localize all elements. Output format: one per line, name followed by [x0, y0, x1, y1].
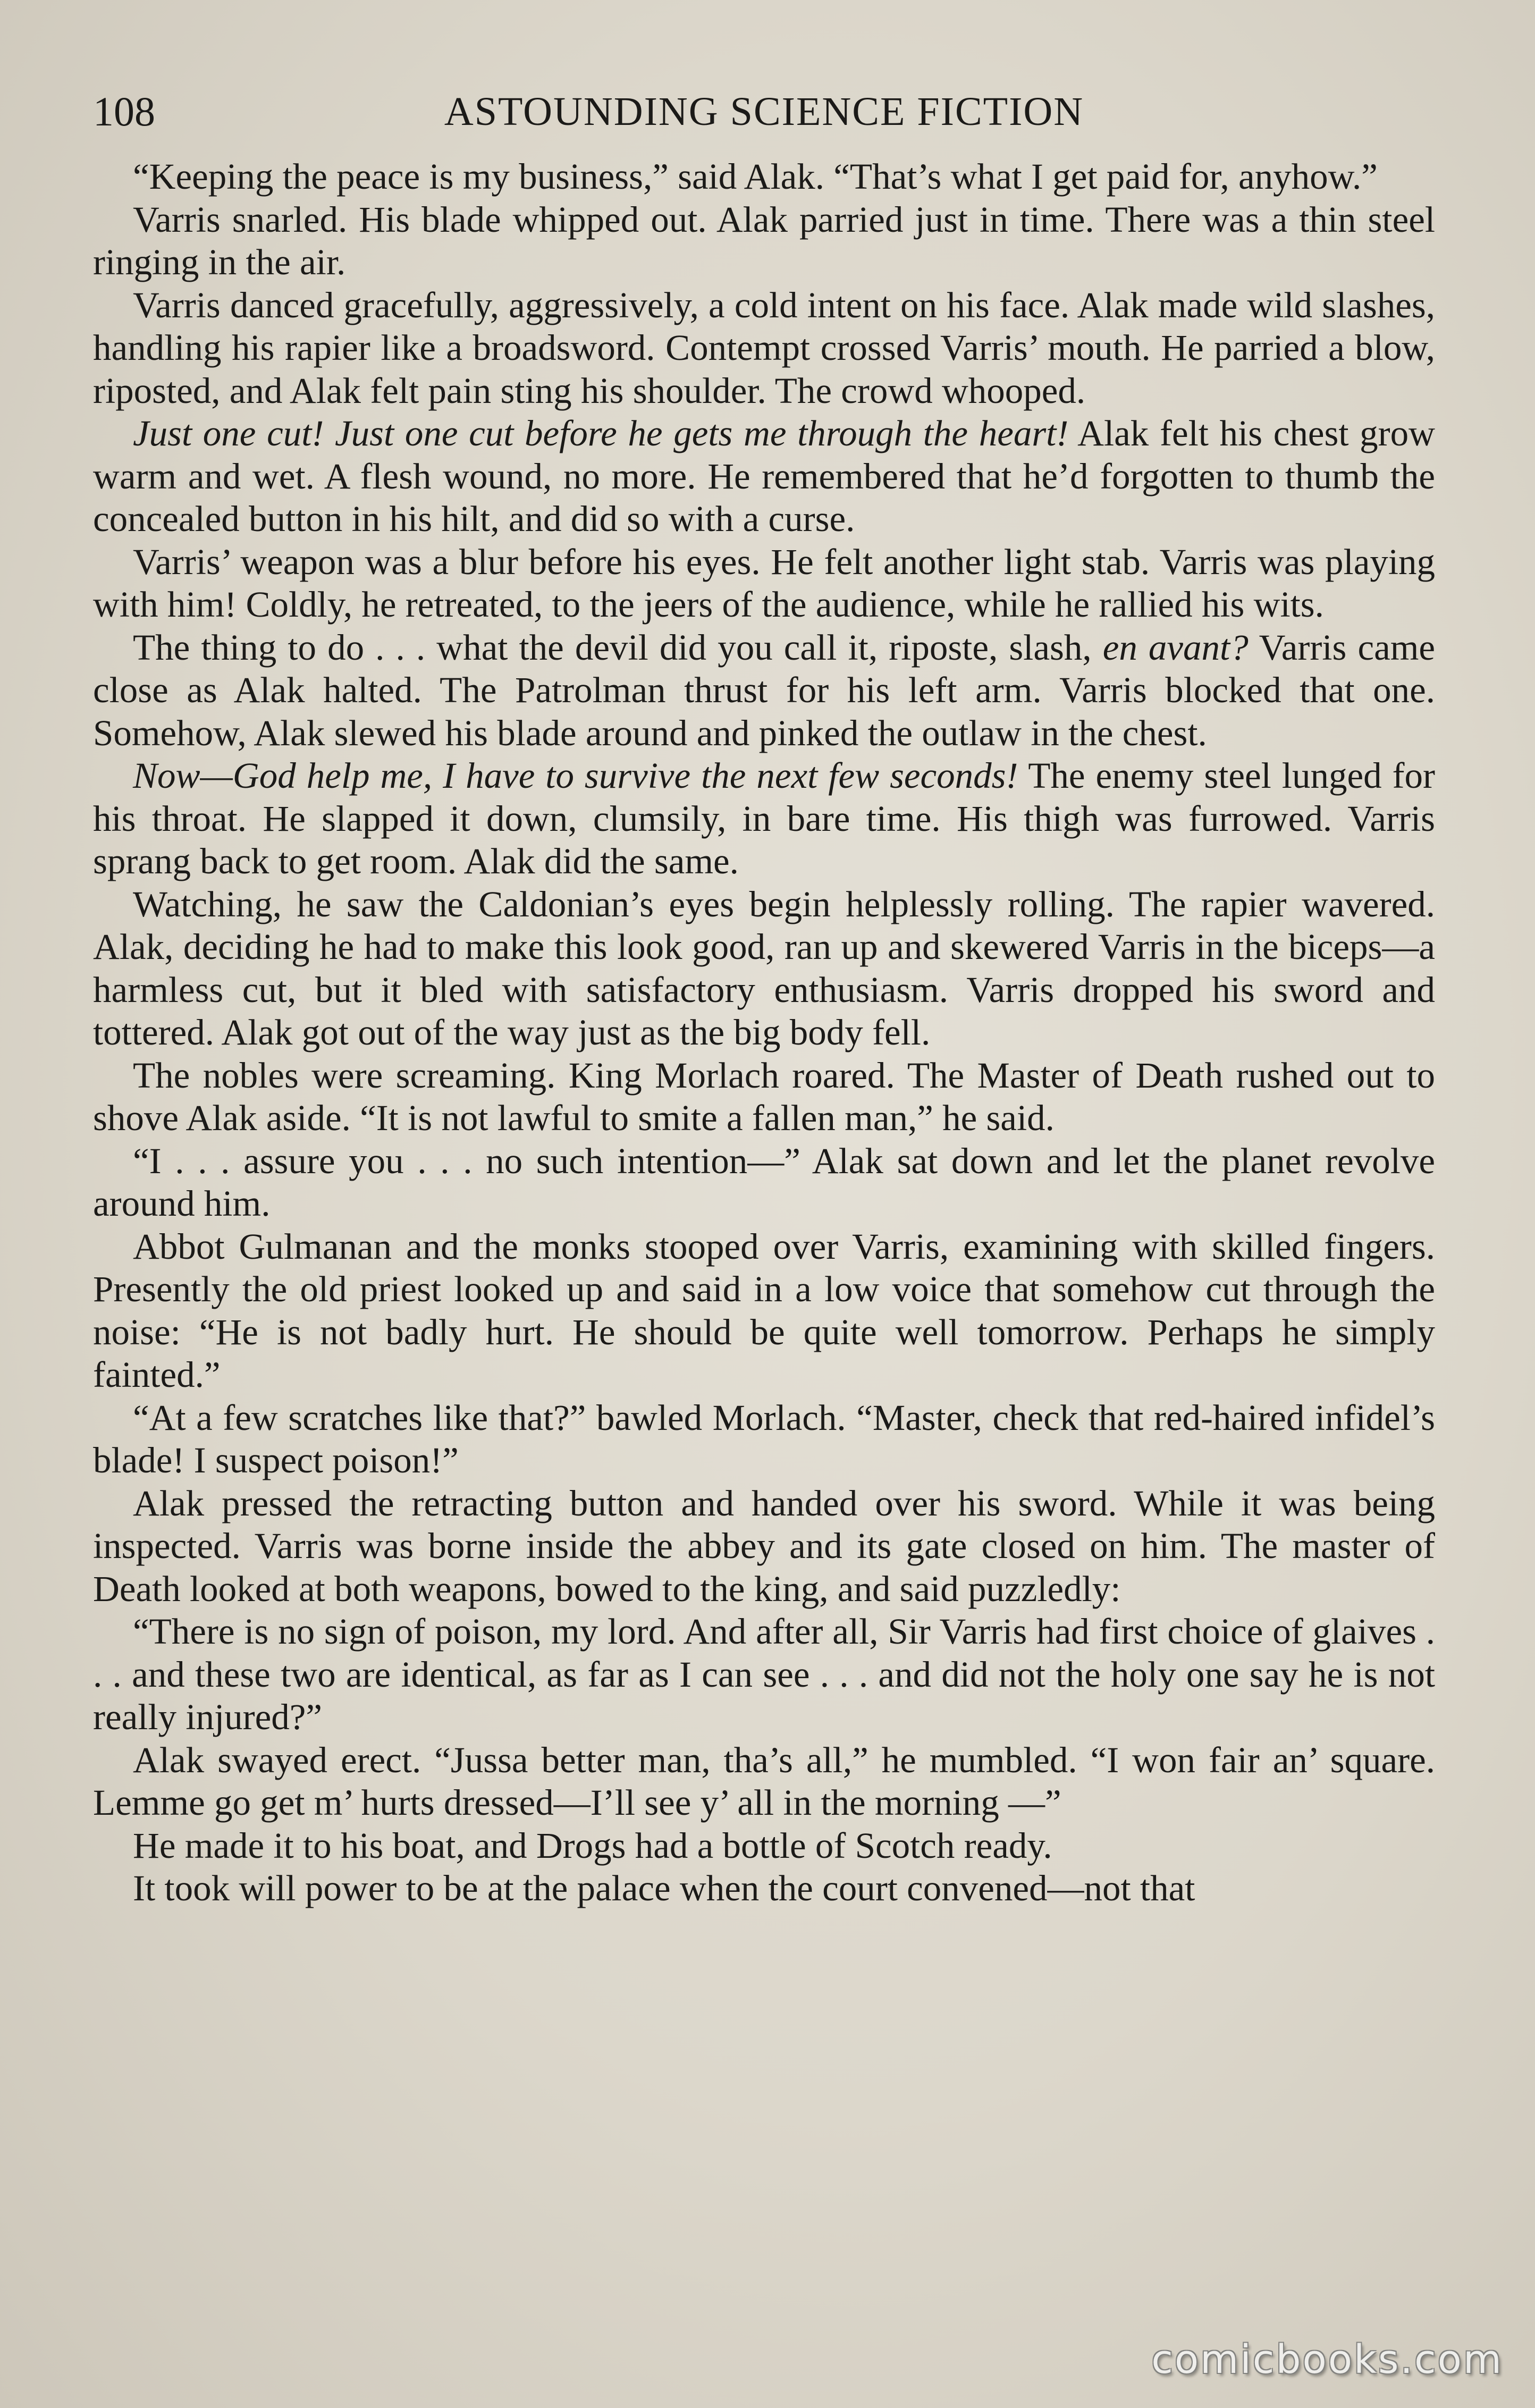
paragraph: [93, 1739, 1435, 1824]
text-run: Alak swayed erect. “Jussa better man, tha’s all,” he mumbled. “I won fair an’ square. Lemme go get m’ hurts dressed—I’ll see y’ all in the morning —”: [93, 1739, 1435, 1823]
paragraph: [93, 1824, 1435, 1867]
text-run: Watching, he saw the Caldonian’s eyes begin helplessly rolling. The rapier wavered. Alak, deciding he had to make this look good, ran up and skewered Varris in the biceps—a harmless cut, but it bled with satisfactory enthusiasm. Varris dropped his sword and tottered. Alak got out of the way just as the big body fell.: [93, 883, 1435, 1053]
text-run: Abbot Gulmanan and the monks stooped over Varris, examining with skilled fingers. Presently the old priest looked up and said in a low voice that somehow cut through the noise: “He is not badly hurt. He should be quite well tomorrow. Perhaps he simply fainted.”: [93, 1226, 1435, 1395]
paragraph: [93, 412, 1435, 541]
text-run: He made it to his boat, and Drogs had a bottle of Scotch ready.: [133, 1825, 1052, 1866]
italic-text-run: Just one cut! Just one cut before he gets me through the heart!: [133, 413, 1069, 453]
paragraph: [93, 198, 1435, 284]
text-run: It took will power to be at the palace when the court convened—not that: [133, 1868, 1195, 1908]
paragraph: [93, 284, 1435, 412]
paragraph: [93, 1054, 1435, 1140]
paragraph: [93, 1396, 1435, 1482]
text-run: Varris snarled. His blade whipped out. Alak parried just in time. There was a thin steel ringing in the air.: [93, 199, 1435, 282]
watermark: comicbooks.com: [1151, 2337, 1503, 2382]
text-run: “I . . . assure you . . . no such intention—” Alak sat down and let the planet revolve around him.: [93, 1140, 1435, 1224]
italic-text-run: Now—God help me, I have to survive the next few seconds!: [133, 755, 1018, 796]
italic-text-run: en avant?: [1102, 627, 1249, 668]
text-run: The enemy steel lunged for his throat. He slapped it down, clumsily, in bare time. His thigh was furrowed. Varris sprang back to get room. Alak did the same.: [93, 755, 1435, 881]
paragraph: [93, 155, 1435, 198]
text-run: Varris came close as Alak halted. The Patrolman thrust for his left arm. Varris blocked that one. Somehow, Alak slewed his blade around and pinked the outlaw in the chest.: [93, 627, 1436, 753]
text-run: Varris danced gracefully, aggressively, a cold intent on his face. Alak made wild slashes, handling his rapier like a broadsword. Contempt crossed Varris’ mouth. He parried a blow, riposted, and Alak felt pain sting his shoulder. The crowd whooped.: [93, 284, 1435, 411]
body-text: [93, 155, 1435, 1910]
paragraph: [93, 754, 1435, 883]
text-run: “At a few scratches like that?” bawled Morlach. “Master, check that red-haired infidel’s blade! I suspect poison!”: [93, 1397, 1435, 1480]
text-run: The nobles were screaming. King Morlach roared. The Master of Death rushed out to shove Alak aside. “It is not lawful to smite a fallen man,” he said.: [93, 1055, 1435, 1138]
paragraph: [93, 1482, 1435, 1611]
text-run: Alak pressed the retracting button and handed over his sword. While it was being inspected. Varris was borne inside the abbey and its gate closed on him. The master of Death looked at both weapons, bowed to the king, and said puzzledly:: [93, 1483, 1435, 1609]
paragraph: [93, 883, 1435, 1054]
paragraph: [93, 1225, 1435, 1396]
paragraph: [93, 626, 1435, 755]
page-header: [93, 82, 1435, 141]
text-run: Varris’ weapon was a blur before his eyes. He felt another light stab. Varris was playing with him! Coldly, he retreated, to the jeers of the audience, while he rallied his wits.: [93, 541, 1435, 625]
text-run: The thing to do . . . what the devil did you call it, riposte, slash,: [133, 627, 1103, 668]
text-run: “Keeping the peace is my business,” said Alak. “That’s what I get paid for, anyhow.”: [133, 156, 1378, 197]
page-number: 108: [93, 88, 155, 134]
text-run: “There is no sign of poison, my lord. And after all, Sir Varris had first choice of glaives . . . and these two are identical, as far as I can see . . . and did not the holy one say he is not really injured?”: [93, 1611, 1435, 1737]
paragraph: [93, 1867, 1435, 1910]
paragraph: [93, 541, 1435, 626]
paragraph: [93, 1610, 1435, 1739]
paragraph: [93, 1140, 1435, 1225]
text-run: Alak felt his chest grow warm and wet. A flesh wound, no more. He remembered that he’d forgotten to thumb the concealed button in his hilt, and did so with a curse.: [93, 413, 1435, 539]
running-head: ASTOUNDING SCIENCE FICTION: [444, 89, 1084, 134]
